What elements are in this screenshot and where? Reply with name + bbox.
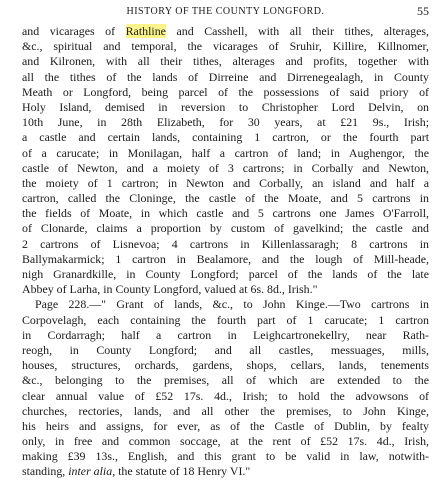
text-line: castle of Newton, and a moiety of 3 cartrons; in Corbally and Newton, [22,160,429,175]
body-text [22,24,429,480]
text-line-segment: and vicarages of [22,24,126,38]
text-line: houses, structures, orchards, gardens, shops, cellars, lands, tenements [22,358,429,373]
text-line: a castle and certain lands, containing 1 cartron, or the fourth part [22,130,429,145]
page-number: 55 [417,4,429,18]
text-line: making £39 13s., English, and this grant to be valid in law, notwith- [22,449,429,464]
text-line: Meath or Longford, being parcel of the possessions of said priory of [22,84,429,99]
text-line [22,464,429,479]
text-line: cartron, called the Cloninge, the castle of the Moate, and 5 cartrons in [22,191,429,206]
text-line: clear annual value of £52 17s. 4d., Irish; to hold the advowsons of [22,388,429,403]
text-line: reogh, in County Longford; and all castles, messuages, mills, [22,342,429,357]
running-title: HISTORY OF THE COUNTY LONGFORD. [126,6,325,17]
italic-phrase: inter alia [68,464,113,479]
text-line: of a carucate; in Monilagan, half a cartron of land; in Aughengor, the [22,145,429,160]
page-header [22,5,429,21]
text-line-segment: , the statute of 18 Henry VI." [112,464,251,479]
text-line: in Cordarragh; half a cartron in Leighcartronekellry, near Rath- [22,327,429,342]
text-line: nigh Granardkille, in County Longford; parcel of the lands of the late [22,267,429,281]
text-line: churches, rectories, lands, and all other the premises, to John Kinge, [22,403,429,418]
text-line: the moiety of 1 cartron; in Newton and Corbally, an island and half a [22,175,429,190]
text-line: only, in free and common soccage, at the rent of £52 17s. 4d., Irish, [22,434,429,449]
text-line: 10th June, in 28th Elizabeth, for 30 years, at £21 9s., Irish; [22,115,429,130]
text-line: Abbey of Larha, in County Longford, valued at 6s. 8d., Irish." [22,282,318,297]
text-line: &c., spiritual and temporal, the vicarages of Sruhir, Killire, Killnomer, [22,39,429,54]
text-line: Ballymakarmick; 1 cartron in Bealamore, and the lough of Mill-heade, [22,251,429,266]
text-line: 2 cartrons of Lisnevoa; 4 cartrons in Killenlassaragh; 8 cartrons in [22,236,429,251]
text-line: and Kilronen, with all their tithes, alterages and profits, together with [22,54,429,69]
text-line: Corpovelagh, each containing the fourth part of 1 carucate; 1 cartron [22,312,429,327]
text-line-segment: and Casshell, with all their tithes, alterages, [165,24,429,38]
highlighted-search-term: Rathline [125,24,166,38]
text-line-segment: standing, [22,464,69,479]
text-line: the fields of Moate, in which castle and 5 cartrons one James O'Farroll, [22,206,429,221]
text-line: of Clonarde, claims a proportion by custom of gavelkind; the castle and [22,221,429,236]
text-line [22,24,429,39]
text-line: all the tithes of the lands of Dirreine and Dirrenegealagh, in County [22,69,429,84]
text-line: Holy Island, demised in reversion to Christopher Lord Delvin, on [22,99,429,114]
paragraph-start-line: Page 228.—" Grant of lands, &c., to John Kinge.—Two cartrons in [35,297,429,312]
text-line: &c., belonging to the premises, all of which are extended to the [22,373,429,388]
text-line: his heirs and assigns, for ever, as of the Castle of Dublin, by fealty [22,418,429,433]
